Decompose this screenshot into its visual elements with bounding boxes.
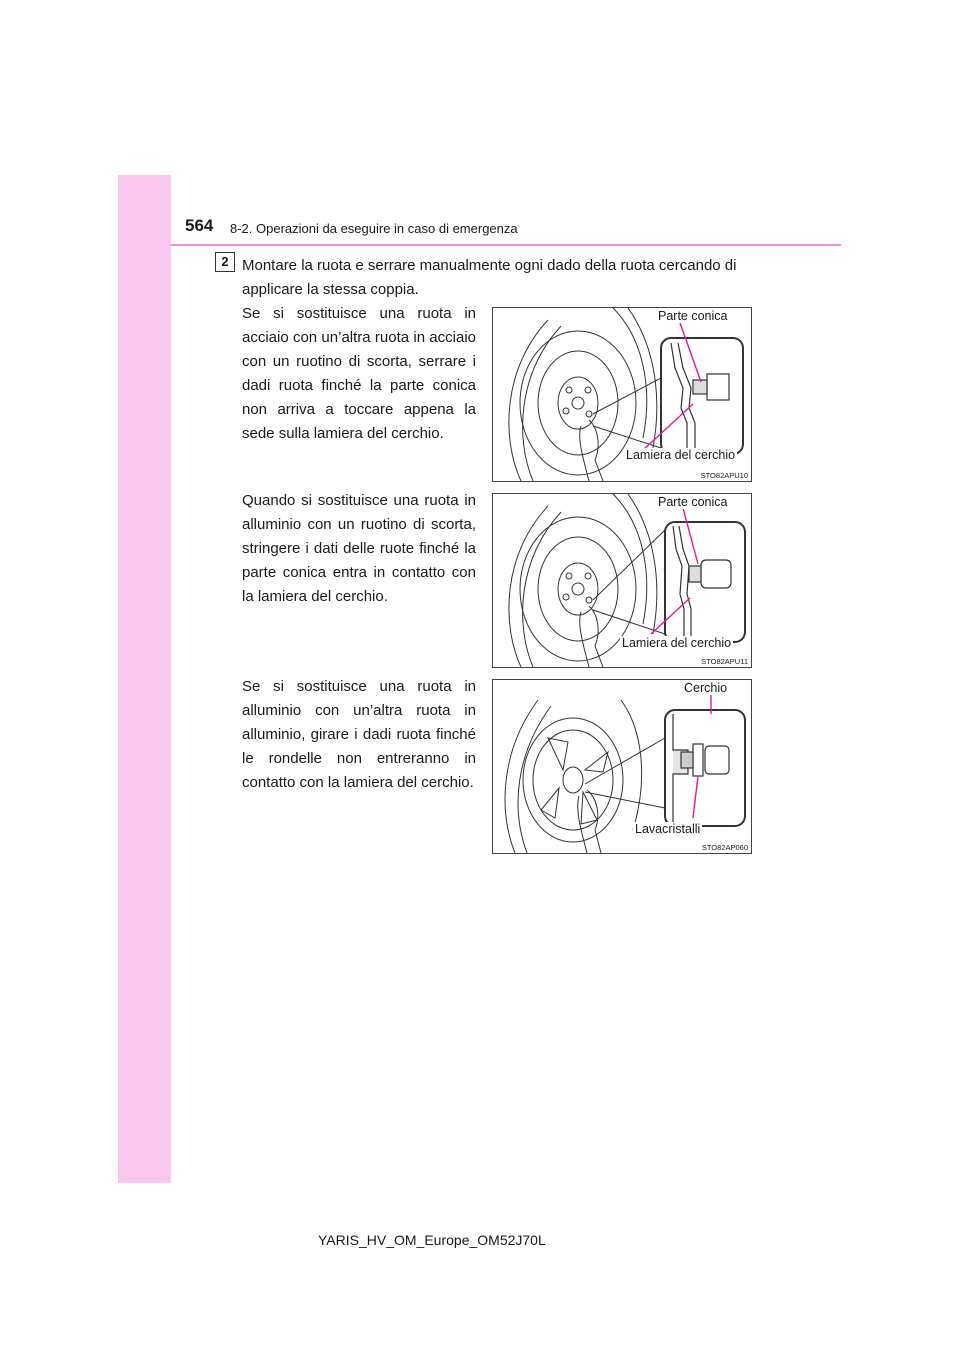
callout-conical-part: Parte conica	[658, 495, 728, 509]
figure-code: STO82APU11	[701, 657, 748, 666]
figure-steel-wheel-nut	[492, 307, 752, 482]
section-title: 8-2. Operazioni da eseguire in caso di emergenza	[230, 221, 518, 236]
callout-wheel-disc: Lamiera del cerchio	[622, 636, 732, 650]
callout-conical-part: Parte conica	[658, 309, 728, 323]
page-number: 564	[185, 216, 214, 235]
wheel-nut-illustration-icon	[493, 680, 751, 853]
callout-washer: Lavacristalli	[635, 822, 701, 836]
step-number-badge: 2	[215, 252, 235, 272]
side-color-band	[118, 175, 171, 1183]
header-rule	[171, 244, 841, 246]
callout-rim: Cerchio	[684, 681, 728, 695]
callout-wheel-disc: Lamiera del cerchio	[626, 448, 736, 462]
figure-code: STO82APU10	[700, 471, 748, 480]
document-footer-id: YARIS_HV_OM_Europe_OM52J70L	[318, 1232, 546, 1248]
figure-code: STO82AP060	[701, 843, 748, 852]
figure-aluminium-washer-nut	[492, 679, 752, 854]
case-steel-to-steel-text: Se si sostituisce una ruota in acciaio con un’altra ruota in acciaio con un ruotino di scorta, serrare i dadi ruota finché la parte conica non arriva a toccare appena la sede sulla lamiera del cerchio.	[242, 305, 476, 442]
case-aluminium-to-spare-text: Quando si sostituisce una ruota in alluminio con un ruotino di scorta, stringere i dati delle ruote finché la parte conica entra in contatto con la lamiera del cerchio.	[242, 492, 476, 605]
step-instruction: Montare la ruota e serrare manualmente ogni dado della ruota cercando di applicare la stessa coppia.	[242, 257, 737, 298]
case-aluminium-to-aluminium-text: Se si sostituisce una ruota in alluminio con un’altra ruota in alluminio, girare i dadi ruota finché le rondelle non entreranno in contatto con la lamiera del cerchio.	[242, 678, 476, 791]
figure-aluminium-wheel-nut	[492, 493, 752, 668]
